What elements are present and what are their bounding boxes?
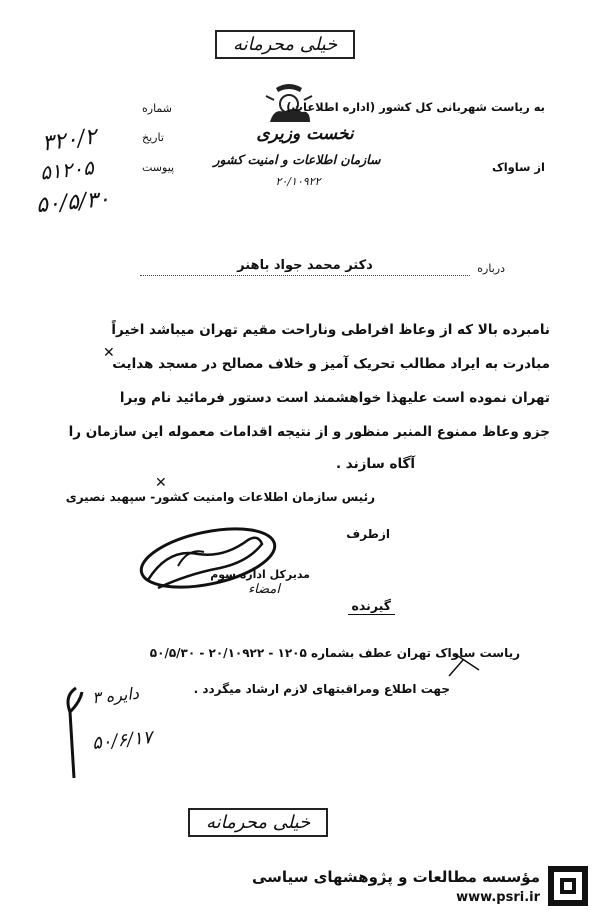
body-line-3: تهران نموده است علیهذا خواهشمند است دستور فرمائید نام وبرا: [119, 390, 550, 406]
subject-value: دکتر محمد جواد باهنر: [140, 258, 470, 276]
cross-mark-icon: ✕: [103, 345, 115, 361]
body-line-1: نامبرده بالا که از وعاظ افراطی وناراحت مقیم تهران میباشد اخیراً: [111, 322, 550, 338]
institute-url: www.psri.ir: [456, 890, 540, 905]
ministry-name: نخست وزیری: [256, 124, 354, 144]
subject-label: درباره: [477, 262, 505, 275]
handwritten-code: ۵۱۲۰۵: [38, 155, 95, 185]
from-line: از ساواک: [491, 160, 545, 174]
handwritten-initials: امضاء: [248, 582, 280, 597]
number-label: شماره: [142, 102, 173, 115]
handwritten-tick-icon: [445, 640, 485, 680]
handwritten-note-date: ۵۰/۶/۱۷: [91, 726, 154, 755]
recipient-line-1: ریاست ساواک تهران عطف بشماره ۱۲۰۵ - ۲۰/۱۰۹۲۲ - ۵۰/۵/۳۰: [149, 646, 520, 660]
organization-name: سازمان اطلاعات و امنیت کشور: [213, 152, 381, 167]
handwritten-stroke-icon: [60, 682, 90, 782]
deputy-title: مدیرکل اداره سوم: [210, 568, 310, 581]
top-confidential-stamp: خیلی محرمانه: [215, 30, 355, 59]
recipient-label: گیرنده: [348, 598, 395, 615]
body-line-5: آگاه سازند .: [335, 456, 415, 472]
handwritten-date: ۵۰/۵/۳۰: [35, 186, 111, 219]
handwritten-number: ۳۲۰/۲: [40, 124, 99, 157]
body-line-4: جزو وعاظ ممنوع المنبر منظور و از نتیجه اقدامات معموله این سازمان را: [68, 424, 550, 440]
addressee-line: به ریاست شهربانی کل کشور (اداره اطلاعات): [286, 100, 545, 114]
institute-name: مؤسسه مطالعات و پژوهشهای سیاسی: [251, 868, 540, 886]
attachment-label: پیوست: [142, 161, 175, 174]
organization-reference: ۲۰/۱۰۹۲۲: [275, 175, 321, 188]
handwritten-department: دایره ۳: [91, 683, 140, 708]
cross-mark-icon: ✕: [155, 475, 167, 491]
on-behalf-label: ازطرف: [346, 527, 390, 541]
date-label: تاریخ: [142, 131, 164, 144]
bottom-confidential-stamp: خیلی محرمانه: [188, 808, 328, 837]
signatory-title: رئیس سازمان اطلاعات وامنیت کشور- سپهبد نصیری: [65, 490, 375, 504]
body-line-2: مبادرت به ایراد مطالب تحریک آمیز و خلاف مصالح در مسجد هدایت: [112, 356, 550, 372]
institute-logo-icon: [548, 866, 588, 906]
recipient-line-2: جهت اطلاع ومراقبتهای لازم ارشاد میگردد .: [193, 682, 450, 696]
